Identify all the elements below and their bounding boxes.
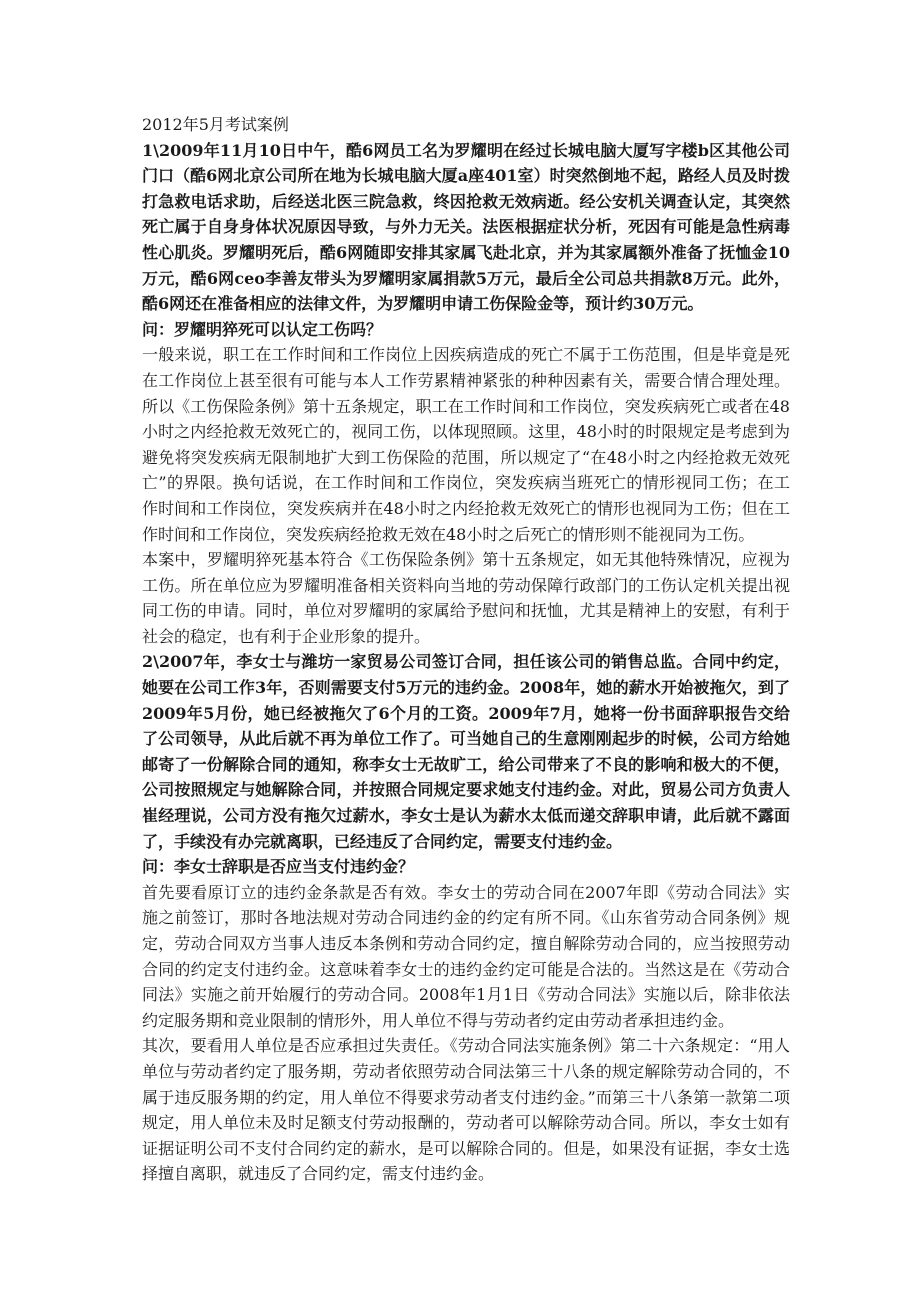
case1-question: 问：罗耀明猝死可以认定工伤吗？ bbox=[142, 319, 383, 339]
case1-answer-paragraph-1: 一般来说，职工在工作时间和工作岗位上因疾病造成的死亡不属于工伤范围，但是毕竟是死在工作岗位上甚至很有可能与本人工作劳累精神紧张的种种因素有关，需要合情合理处理。所以《工伤保险条例》第十五条规定，职工在工作时间和工作岗位，突发疾病死亡或者在48小时之内经抢救无效死亡的，视同工伤，以体现照顾。这里，48小时的时限规定是考虑到为避免将突发疾病无限制地扩大到工伤保险的范围，所以规定了“在48小时之内经抢救无效死亡”的界限。换句话说，在工作时间和工作岗位，突发疾病当班死亡的情形视同工伤；在工作时间和工作岗位，突发疾病并在48小时之内经抢救无效死亡的情形也视同为工伤；但在工作时间和工作岗位，突发疾病经抢救无效在48小时之后死亡的情形则不能视同为工伤。 bbox=[142, 345, 790, 544]
case2-answer-paragraph-2: 其次，要看用人单位是否应承担过失责任。《劳动合同法实施条例》第二十六条规定：“用人单位与劳动者约定了服务期，劳动者依照劳动合同法第三十八条的规定解除劳动合同的，不属于违反服务期的约定，用人单位不得要求劳动者支付违约金。”而第三十八条第一款第二项规定，用人单位未及时足额支付劳动报酬的，劳动者可以解除劳动合同。所以，李女士如有证据证明公司不支付合同约定的薪水，是可以解除合同的。但是，如果没有证据，李女士选择擅自离职，就违反了合同约定，需支付违约金。 bbox=[142, 1036, 790, 1184]
document-title: 2012年5月考试案例 bbox=[142, 115, 289, 134]
case2-answer-paragraph-1: 首先要看原订立的违约金条款是否有效。李女士的劳动合同在2007年即《劳动合同法》实施之前签订，那时各地法规对劳动合同违约金的约定有所不同。《山东省劳动合同条例》规定，劳动合同双方当事人违反本条例和劳动合同约定，擅自解除劳动合同的，应当按照劳动合同的约定支付违约金。这意味着李女士的违约金约定可能是合法的。当然这是在《劳动合同法》实施之前开始履行的劳动合同。2008年1月1日《劳动合同法》实施以后，除非依法约定服务期和竞业限制的情形外，用人单位不得与劳动者约定由劳动者承担违约金。 bbox=[142, 882, 790, 1030]
case2-question: 问：李女士辞职是否应当支付违约金？ bbox=[142, 857, 415, 877]
case1-answer-paragraph-2: 本案中，罗耀明猝死基本符合《工伤保险条例》第十五条规定，如无其他特殊情况，应视为工伤。所在单位应为罗耀明准备相关资料向当地的劳动保障行政部门的工伤认定机关提出视同工伤的申请。同时，单位对罗耀明的家属给予慰问和抚恤，尤其是精神上的安慰，有利于社会的稳定，也有利于企业形象的提升。 bbox=[142, 550, 790, 646]
case1-facts: 1\2009年11月10日中午，酷6网员工名为罗耀明在经过长城电脑大厦写字楼b区其他公司门口（酷6网北京公司所在地为长城电脑大厦a座401室）时突然倒地不起，路经人员及时拨打急救电话求助，后经送北医三院急救，终因抢救无效病逝。经公安机关调查认定，其突然死亡属于自身身体状况原因导致，与外力无关。法医根据症状分析，死因有可能是急性病毒性心肌炎。罗耀明死后，酷6网随即安排其家属飞赴北京，并为其家属额外准备了抚恤金10万元，酷6网ceo李善友带头为罗耀明家属捐款5万元，最后全公司总共捐款8万元。此外，酷6网还在准备相应的法律文件，为罗耀明申请工伤保险金等，预计约30万元。 bbox=[142, 140, 790, 314]
case2-facts: 2\2007年，李女士与潍坊一家贸易公司签订合同，担任该公司的销售总监。合同中约定，她要在公司工作3年，否则需要支付5万元的违约金。2008年，她的薪水开始被拖欠，到了2009年5月份，她已经被拖欠了6个月的工资。2009年7月，她将一份书面辞职报告交给了公司领导，从此后就不再为单位工作了。可当她自己的生意刚刚起步的时候，公司方给她邮寄了一份解除合同的通知，称李女士无故旷工，给公司带来了不良的影响和极大的不便，公司按照规定与她解除合同，并按照合同规定要求她支付违约金。对此，贸易公司方负责人崔经理说，公司方没有拖欠过薪水，李女士是认为薪水太低而递交辞职申请，此后就不露面了，手续没有办完就离职，已经违反了合同约定，需要支付违约金。 bbox=[142, 652, 790, 851]
document-body bbox=[142, 112, 790, 1187]
